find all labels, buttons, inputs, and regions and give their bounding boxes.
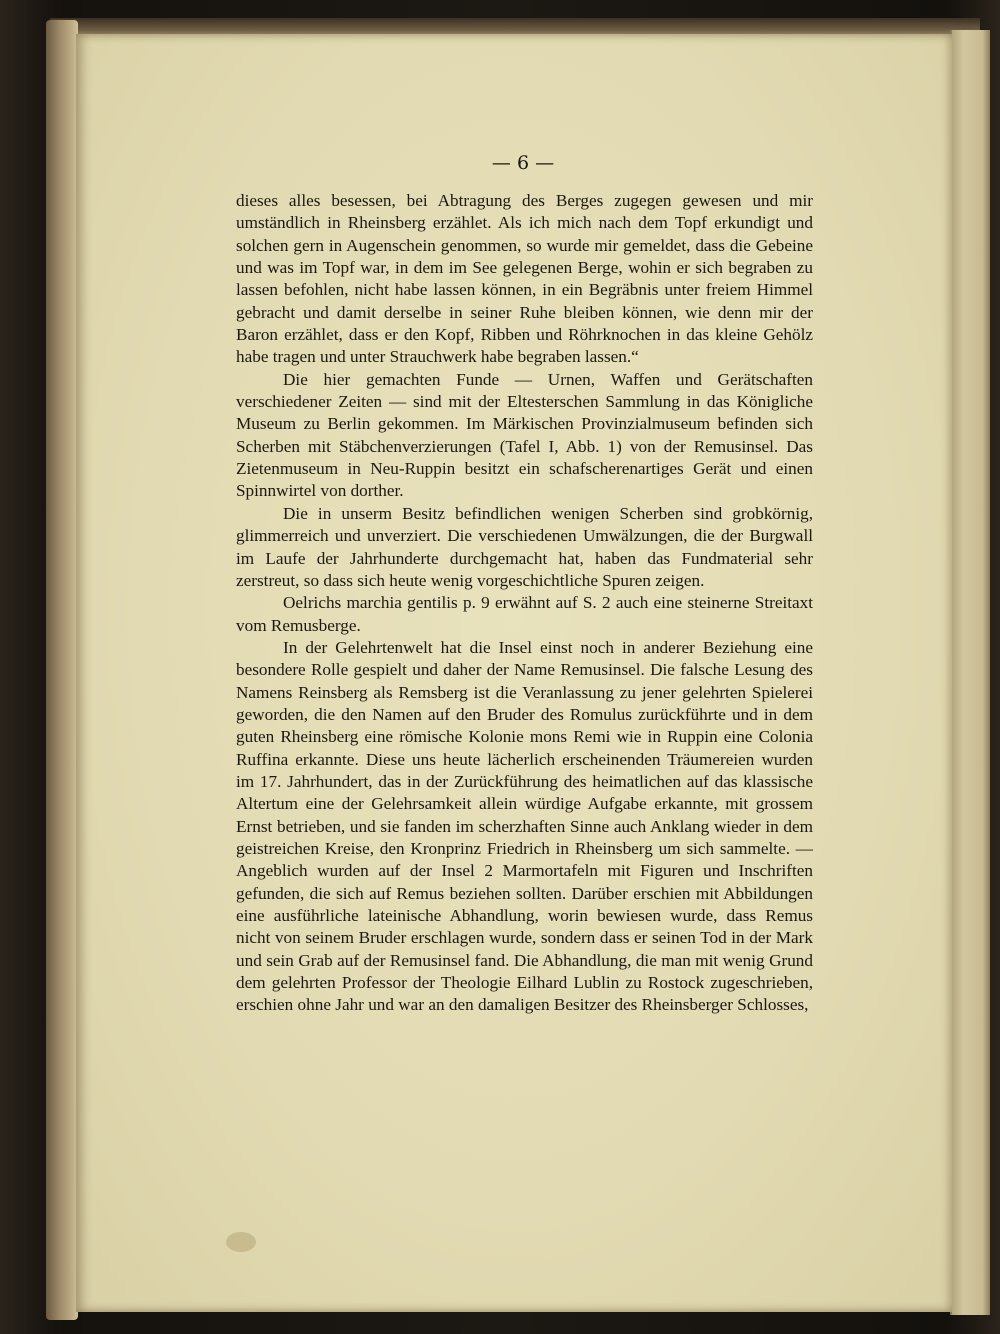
paper-stain <box>226 1232 256 1252</box>
book-spine-edge <box>46 20 78 1320</box>
paragraph: Die in unserm Besitz befindlichen wenigen Scherben sind grobkörnig, glimmerreich und unverziert. Die verschiedenen Umwälzungen, die der Burgwall im Laufe der Jahrhunderte durchgemacht hat, haben das Fundmaterial sehr zerstreut, so dass sich heute wenig vorgeschichtliche Spuren zeigen. <box>236 503 813 590</box>
body-text <box>236 190 813 1017</box>
page-number: — 6 — <box>491 152 555 174</box>
paragraph: In der Gelehrtenwelt hat die Insel einst noch in anderer Beziehung eine besondere Rolle gespielt und daher der Name Remusinsel. Die falsche Lesung des Namens Reinsberg als Remsberg ist die Veranlassung zu jener gelehrten Spielerei geworden, die den Namen auf den Bruder des Romulus zurückführte und in dem guten Rheinsberg eine römische Kolonie mons Remi wie in Ruppin eine Colonia Ruffina erkannte. Diese uns heute lächerlich erscheinenden Träumereien wurden im 17. Jahrhundert, das in der Zurückführung des heimatlichen auf das klassische Altertum eine der Gelehrsamkeit allein würdige Aufgabe erkannte, mit grossem Ernst betrieben, und sie fanden im scherzhaften Sinne auch Anklang wieder in dem geistreichen Kreise, den Kronprinz Friedrich in Rheinsberg um sich sammelte. — Angeblich wurden auf der Insel 2 Marmortafeln mit Figuren und Inschriften gefunden, die sich auf Remus beziehen sollten. Darüber erschien mit Abbildungen eine ausführliche lateinische Abhandlung, worin bewiesen wurde, dass Remus nicht von seinem Bruder erschlagen wurde, sondern dass er seinen Tod in der Mark und sein Grab auf der Remusinsel fand. Die Abhandlung, die man mit wenig Grund dem gelehrten Professor der Theologie Eilhard Lublin zu Rostock zugeschrieben, erschien ohne Jahr und war an den damaligen Besitzer des Rheinsberger Schlosses, <box>236 637 813 1015</box>
paragraph: Oelrichs marchia gentilis p. 9 erwähnt auf S. 2 auch eine steinerne Streitaxt vom Remusberge. <box>236 593 813 635</box>
next-page-edge <box>950 30 990 1315</box>
paragraph: Die hier gemachten Funde — Urnen, Waffen und Gerätschaften verschiedener Zeiten — sind mit der Eltesterschen Sammlung in das Königliche Museum zu Berlin gekommen. Im Märkischen Provinzialmuseum befinden sich Scherben mit Stäbchenverzierungen (Tafel I, Abb. 1) von der Remusinsel. Das Zietenmuseum in Neu-Ruppin besitzt ein schafscherenartiges Gerät und einen Spinnwirtel von dorther. <box>236 369 813 501</box>
paragraph: dieses alles besessen, bei Abtragung des Berges zugegen gewesen und mir umständlich in Rheinsberg erzählet. Als ich mich nach dem Topf erkundigt und solchen gern in Augenschein genommen, so wurde mir gemeldet, dass die Gebeine und was im Topf war, in dem im See gelegenen Berge, wohin er sich begraben zu lassen befohlen, nicht habe lassen können, in ein Begräbnis unter freiem Himmel gebracht und damit derselbe in seiner Ruhe bleiben können, wie denn mir der Baron erzählet, dass er den Kopf, Ribben und Röhrknochen in das kleine Gehölz habe tragen und unter Strauchwerk habe begraben lassen.“ <box>236 191 813 367</box>
